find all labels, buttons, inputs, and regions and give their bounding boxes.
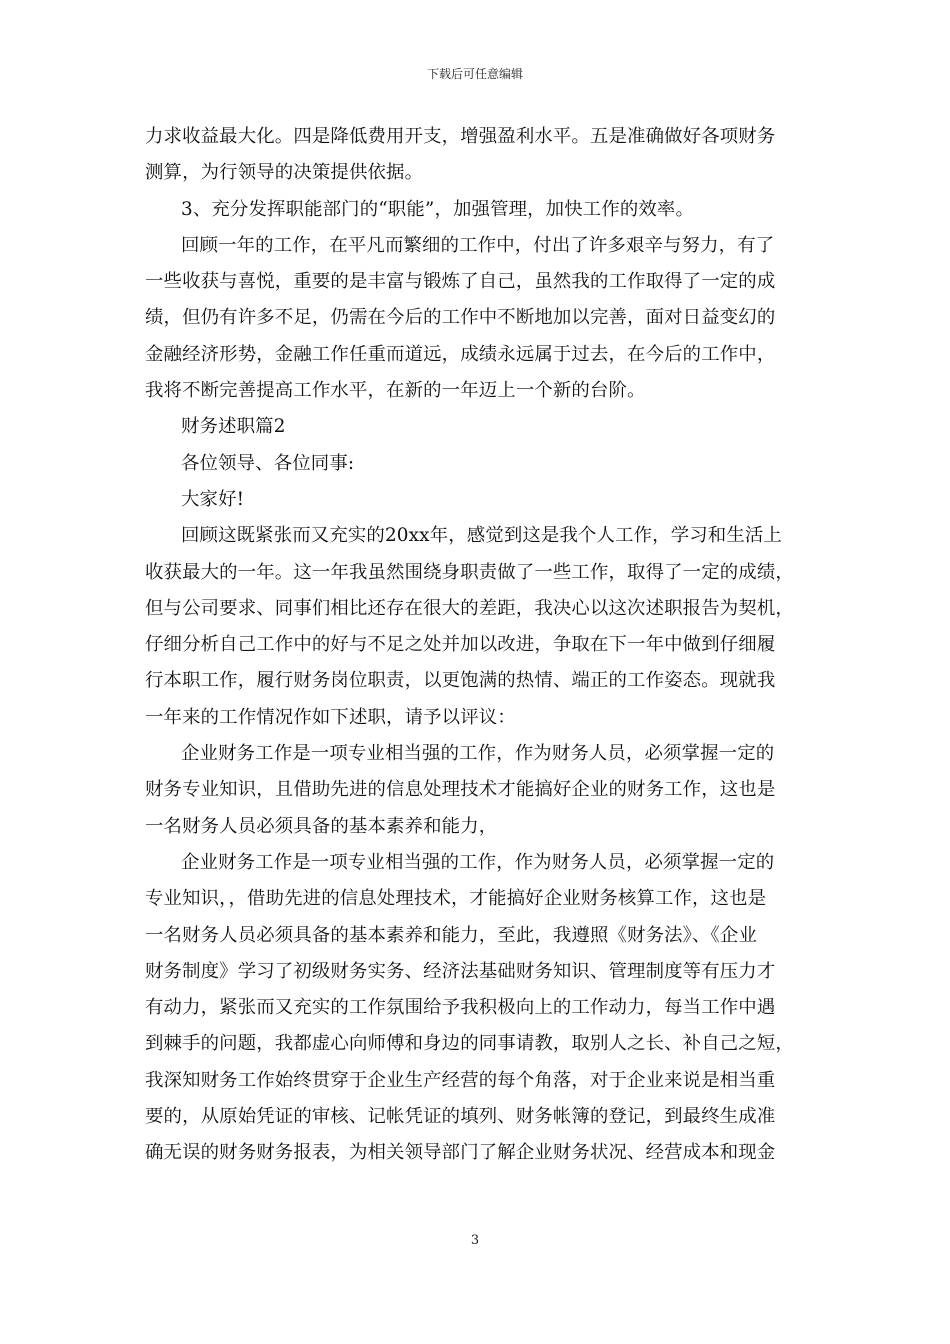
text-line: 测算，为行领导的决策提供依据。 — [145, 162, 424, 184]
text-line: 企业财务工作是一项专业相当强的工作，作为财务人员，必须掌握一定的 — [181, 851, 775, 873]
text-line: 回顾一年的工作，在平凡而繁细的工作中，付出了许多艰辛与努力，有了 — [181, 234, 775, 256]
document-body — [145, 119, 807, 1172]
text-line: 回顾这既紧张而又充实的20xx年，感觉到这是我个人工作，学习和生活上 — [181, 525, 782, 547]
text-line: 金融经济形势，金融工作任重而道远，成绩永远属于过去，在今后的工作中， — [145, 343, 776, 365]
text-line: 一名财务人员必须具备的基本素养和能力，至此，我遵照《财务法》、《企业 — [145, 924, 757, 946]
text-line: 收获最大的一年。这一年我虽然围绕身职责做了一些工作，取得了一定的成绩， — [145, 561, 794, 583]
page-number: 3 — [470, 1233, 480, 1248]
text-line: 一年来的工作情况作如下述职，请予以评议： — [145, 706, 516, 728]
text-line: 我将不断完善提高工作水平，在新的一年迈上一个新的台阶。 — [145, 380, 646, 402]
page-header: 下载后可任意编辑 — [426, 67, 523, 81]
text-line: 我深知财务工作始终贯穿于企业生产经营的每个角落，对于企业来说是相当重 — [145, 1069, 776, 1091]
section-title: 财务述职篇2 — [181, 416, 286, 438]
text-line: 力求收益最大化。四是降低费用开支，增强盈利水平。五是准确做好各项财务 — [145, 126, 776, 147]
text-line: 3、充分发挥职能部门的“职能”，加强管理，加快工作的效率。 — [181, 198, 695, 220]
salutation: 各位领导、各位同事: — [181, 452, 355, 474]
text-line: 行本职工作，履行财务岗位职责，以更饱满的热情、端正的工作姿态。现就我 — [145, 670, 776, 692]
text-line: 到棘手的问题，我都虚心向师傅和身边的同事请教，取别人之长、补自己之短， — [145, 1033, 794, 1055]
text-line: 仔细分析自己工作中的好与不足之处并加以改进，争取在下一年中做到仔细履 — [145, 634, 776, 656]
text-line: 确无误的财务财务报表，为相关领导部门了解企业财务状况、经营成本和现金 — [145, 1142, 776, 1164]
text-line: 财务制度》学习了初级财务实务、经济法基础财务知识、管理制度等有压力才 — [145, 960, 776, 982]
text-line: 要的，从原始凭证的审核、记帐凭证的填列、财务帐簿的登记，到最终生成准 — [145, 1106, 776, 1128]
text-line: 但与公司要求、同事们相比还存在很大的差距，我决心以这次述职报告为契机， — [145, 597, 794, 619]
text-line: 财务专业知识，且借助先进的信息处理技术才能搞好企业的财务工作，这也是 — [145, 779, 776, 801]
text-line: 有动力，紧张而又充实的工作氛围给予我积极向上的工作动力，每当工作中遇 — [145, 997, 776, 1019]
text-line: 专业知识，，借助先进的信息处理技术，才能搞好企业财务核算工作，这也是 — [145, 888, 767, 910]
text-line: 一些收获与喜悦，重要的是丰富与锻炼了自己，虽然我的工作取得了一定的成 — [145, 271, 776, 293]
text-line: 一名财务人员必须具备的基本素养和能力， — [145, 815, 498, 837]
text-line: 绩，但仍有许多不足，仍需在今后的工作中不断地加以完善，面对日益变幻的 — [145, 307, 776, 329]
text-line: 企业财务工作是一项专业相当强的工作，作为财务人员，必须掌握一定的 — [181, 743, 775, 765]
greeting: 大家好! — [181, 488, 245, 510]
